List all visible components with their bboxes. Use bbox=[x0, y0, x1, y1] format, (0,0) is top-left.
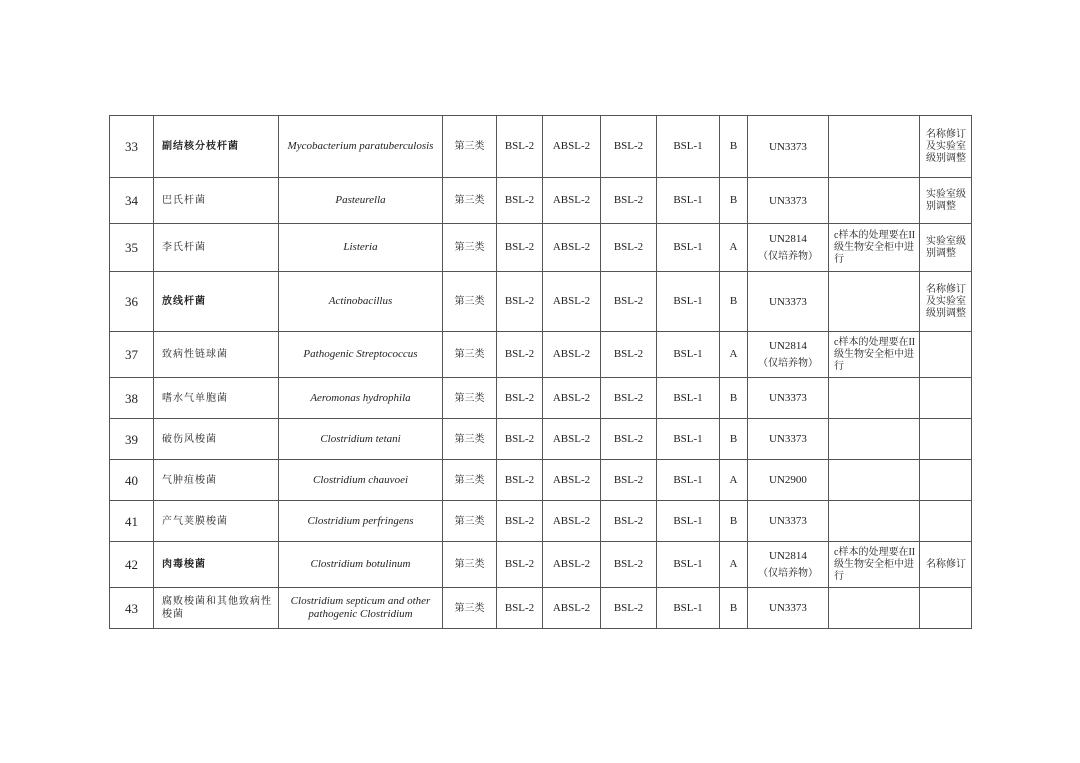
change-note: 名称修订及实验室级别调整 bbox=[920, 272, 972, 332]
pathogen-name-cn: 嗜水气单胞菌 bbox=[154, 378, 279, 419]
pathogen-name-latin: Clostridium tetani bbox=[279, 419, 443, 460]
table-row bbox=[110, 332, 972, 378]
lab-level: BSL-2 bbox=[497, 116, 543, 178]
packaging-class: B bbox=[720, 378, 748, 419]
remark bbox=[829, 419, 920, 460]
lab-level: BSL-2 bbox=[497, 542, 543, 588]
lab-level: BSL-2 bbox=[497, 178, 543, 224]
change-note: 名称修订 bbox=[920, 542, 972, 588]
change-note bbox=[920, 419, 972, 460]
remark bbox=[829, 501, 920, 542]
un-number: UN3373 bbox=[769, 295, 807, 308]
lab-level: BSL-2 bbox=[497, 419, 543, 460]
table-row bbox=[110, 116, 972, 178]
animal-lab-level: ABSL-2 bbox=[543, 501, 601, 542]
remark: c样本的处理要在II级生物安全柜中进行 bbox=[829, 332, 920, 378]
un-number: UN3373 bbox=[769, 140, 807, 153]
un-number: UN3373 bbox=[769, 392, 807, 404]
packaging-class: A bbox=[720, 224, 748, 272]
un-number-cell bbox=[748, 501, 829, 542]
animal-lab-level: ABSL-2 bbox=[543, 419, 601, 460]
table-row bbox=[110, 542, 972, 588]
table-row bbox=[110, 419, 972, 460]
un-number: UN3373 bbox=[769, 602, 807, 614]
change-note bbox=[920, 460, 972, 501]
animal-lab-level: ABSL-2 bbox=[543, 178, 601, 224]
hazard-category: 第三类 bbox=[443, 460, 497, 501]
lab-level: BSL-2 bbox=[497, 272, 543, 332]
packaging-class: A bbox=[720, 542, 748, 588]
packaging-class: B bbox=[720, 588, 748, 629]
change-note bbox=[920, 501, 972, 542]
row-number: 33 bbox=[110, 116, 154, 178]
un-note: （仅培养物） bbox=[758, 567, 818, 579]
remark bbox=[829, 378, 920, 419]
pathogen-name-cn: 肉毒梭菌 bbox=[154, 542, 279, 588]
row-number: 34 bbox=[110, 178, 154, 224]
pathogen-name-latin: Pasteurella bbox=[279, 178, 443, 224]
remark bbox=[829, 178, 920, 224]
pathogen-name-latin: Aeromonas hydrophila bbox=[279, 378, 443, 419]
remark bbox=[829, 272, 920, 332]
pathogen-name-cn: 腐败梭菌和其他致病性梭菌 bbox=[154, 588, 279, 629]
pathogen-name-cn: 巴氏杆菌 bbox=[154, 178, 279, 224]
row-number: 35 bbox=[110, 224, 154, 272]
change-note: 实验室级别调整 bbox=[920, 224, 972, 272]
lab-level-2: BSL-2 bbox=[601, 224, 657, 272]
lab-level-3: BSL-1 bbox=[657, 460, 720, 501]
row-number: 37 bbox=[110, 332, 154, 378]
un-number-cell bbox=[748, 224, 829, 272]
lab-level: BSL-2 bbox=[497, 332, 543, 378]
animal-lab-level: ABSL-2 bbox=[543, 460, 601, 501]
table-row bbox=[110, 272, 972, 332]
lab-level-2: BSL-2 bbox=[601, 272, 657, 332]
pathogen-name-latin: Actinobacillus bbox=[279, 272, 443, 332]
lab-level-2: BSL-2 bbox=[601, 116, 657, 178]
un-number: UN2814 bbox=[769, 339, 807, 352]
packaging-class: B bbox=[720, 116, 748, 178]
table-row bbox=[110, 501, 972, 542]
table-row bbox=[110, 588, 972, 629]
un-number: UN2814 bbox=[769, 232, 807, 245]
un-note: （仅培养物） bbox=[758, 250, 818, 262]
remark bbox=[829, 460, 920, 501]
pathogen-name-latin: Clostridium perfringens bbox=[279, 501, 443, 542]
hazard-category: 第三类 bbox=[443, 378, 497, 419]
un-number-cell bbox=[748, 116, 829, 178]
pathogen-name-latin: Clostridium chauvoei bbox=[279, 460, 443, 501]
lab-level-2: BSL-2 bbox=[601, 501, 657, 542]
un-number-cell bbox=[748, 178, 829, 224]
lab-level: BSL-2 bbox=[497, 588, 543, 629]
hazard-category: 第三类 bbox=[443, 178, 497, 224]
lab-level-3: BSL-1 bbox=[657, 501, 720, 542]
pathogen-name-latin: Listeria bbox=[279, 224, 443, 272]
hazard-category: 第三类 bbox=[443, 501, 497, 542]
pathogen-name-cn: 产气荚膜梭菌 bbox=[154, 501, 279, 542]
lab-level-2: BSL-2 bbox=[601, 378, 657, 419]
pathogen-table bbox=[109, 115, 972, 629]
change-note bbox=[920, 378, 972, 419]
lab-level-3: BSL-1 bbox=[657, 588, 720, 629]
un-number: UN3373 bbox=[769, 194, 807, 207]
hazard-category: 第三类 bbox=[443, 224, 497, 272]
packaging-class: B bbox=[720, 419, 748, 460]
lab-level-3: BSL-1 bbox=[657, 378, 720, 419]
hazard-category: 第三类 bbox=[443, 419, 497, 460]
pathogen-name-cn: 李氏杆菌 bbox=[154, 224, 279, 272]
un-number: UN3373 bbox=[769, 433, 807, 445]
lab-level: BSL-2 bbox=[497, 224, 543, 272]
pathogen-name-cn: 放线杆菌 bbox=[154, 272, 279, 332]
animal-lab-level: ABSL-2 bbox=[543, 116, 601, 178]
un-number-cell bbox=[748, 460, 829, 501]
un-number-cell bbox=[748, 419, 829, 460]
pathogen-name-cn: 副结核分枝杆菌 bbox=[154, 116, 279, 178]
row-number: 40 bbox=[110, 460, 154, 501]
un-number-cell bbox=[748, 378, 829, 419]
pathogen-name-latin: Mycobacterium paratuberculosis bbox=[279, 116, 443, 178]
row-number: 41 bbox=[110, 501, 154, 542]
lab-level-2: BSL-2 bbox=[601, 178, 657, 224]
un-number-cell bbox=[748, 272, 829, 332]
hazard-category: 第三类 bbox=[443, 542, 497, 588]
packaging-class: A bbox=[720, 460, 748, 501]
animal-lab-level: ABSL-2 bbox=[543, 378, 601, 419]
lab-level-2: BSL-2 bbox=[601, 542, 657, 588]
table-row bbox=[110, 378, 972, 419]
change-note bbox=[920, 332, 972, 378]
hazard-category: 第三类 bbox=[443, 332, 497, 378]
un-number: UN2900 bbox=[769, 474, 807, 486]
lab-level-3: BSL-1 bbox=[657, 542, 720, 588]
animal-lab-level: ABSL-2 bbox=[543, 224, 601, 272]
lab-level-3: BSL-1 bbox=[657, 224, 720, 272]
row-number: 39 bbox=[110, 419, 154, 460]
animal-lab-level: ABSL-2 bbox=[543, 588, 601, 629]
change-note: 实验室级别调整 bbox=[920, 178, 972, 224]
pathogen-name-latin: Clostridium botulinum bbox=[279, 542, 443, 588]
pathogen-name-latin: Pathogenic Streptococcus bbox=[279, 332, 443, 378]
table-row bbox=[110, 224, 972, 272]
lab-level-3: BSL-1 bbox=[657, 116, 720, 178]
un-number-cell bbox=[748, 332, 829, 378]
lab-level-2: BSL-2 bbox=[601, 588, 657, 629]
remark bbox=[829, 116, 920, 178]
packaging-class: B bbox=[720, 501, 748, 542]
hazard-category: 第三类 bbox=[443, 588, 497, 629]
row-number: 42 bbox=[110, 542, 154, 588]
pathogen-name-cn: 致病性链球菌 bbox=[154, 332, 279, 378]
remark: c样本的处理要在II级生物安全柜中进行 bbox=[829, 542, 920, 588]
animal-lab-level: ABSL-2 bbox=[543, 332, 601, 378]
row-number: 36 bbox=[110, 272, 154, 332]
pathogen-name-cn: 破伤风梭菌 bbox=[154, 419, 279, 460]
packaging-class: B bbox=[720, 272, 748, 332]
hazard-category: 第三类 bbox=[443, 272, 497, 332]
pathogen-name-cn: 气肿疽梭菌 bbox=[154, 460, 279, 501]
row-number: 43 bbox=[110, 588, 154, 629]
un-note: （仅培养物） bbox=[758, 357, 818, 369]
remark: c样本的处理要在II级生物安全柜中进行 bbox=[829, 224, 920, 272]
un-number-cell bbox=[748, 588, 829, 629]
table-row bbox=[110, 178, 972, 224]
change-note: 名称修订及实验室级别调整 bbox=[920, 116, 972, 178]
animal-lab-level: ABSL-2 bbox=[543, 542, 601, 588]
lab-level-3: BSL-1 bbox=[657, 419, 720, 460]
lab-level-2: BSL-2 bbox=[601, 419, 657, 460]
un-number: UN2814 bbox=[769, 549, 807, 562]
pathogen-name-latin: Clostridium septicum and other pathogenic Clostridium bbox=[279, 588, 443, 629]
lab-level: BSL-2 bbox=[497, 378, 543, 419]
lab-level-3: BSL-1 bbox=[657, 178, 720, 224]
remark bbox=[829, 588, 920, 629]
packaging-class: A bbox=[720, 332, 748, 378]
hazard-category: 第三类 bbox=[443, 116, 497, 178]
change-note bbox=[920, 588, 972, 629]
row-number: 38 bbox=[110, 378, 154, 419]
un-number: UN3373 bbox=[769, 515, 807, 527]
lab-level-3: BSL-1 bbox=[657, 332, 720, 378]
lab-level-2: BSL-2 bbox=[601, 332, 657, 378]
table-row bbox=[110, 460, 972, 501]
lab-level: BSL-2 bbox=[497, 460, 543, 501]
un-number-cell bbox=[748, 542, 829, 588]
animal-lab-level: ABSL-2 bbox=[543, 272, 601, 332]
lab-level: BSL-2 bbox=[497, 501, 543, 542]
packaging-class: B bbox=[720, 178, 748, 224]
lab-level-3: BSL-1 bbox=[657, 272, 720, 332]
lab-level-2: BSL-2 bbox=[601, 460, 657, 501]
